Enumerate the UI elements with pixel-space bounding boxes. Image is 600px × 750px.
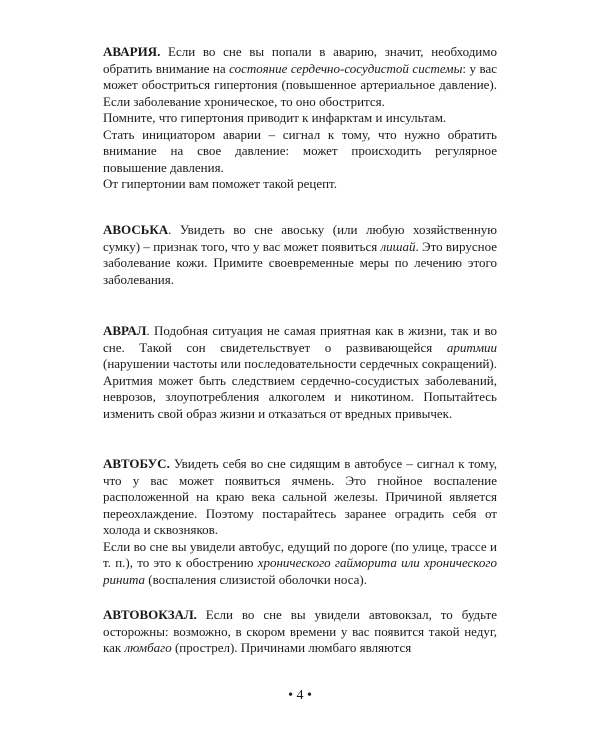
entry-text: Если во сне вы попали в аварию, значит, необходимо обратить внимание на: [103, 44, 497, 76]
emphasis-text: хронического гайморита или хронического ринита: [103, 555, 497, 587]
headword: АВАРИЯ.: [103, 44, 161, 59]
entry-text: . Увидеть во сне авоську (или любую хозяйственную сумку) – признак того, что у вас может появиться: [103, 222, 497, 254]
entry-text: : у вас может обостриться гипертония (повышенное артериальное давление). Если заболевание хроническое, то оно обострится.: [103, 60, 498, 109]
emphasis-text: люмбаго: [124, 640, 172, 655]
entry-avtobus-paragraph-2: [103, 539, 497, 589]
entry-text: Если во сне вы увидели автобус, едущий по дороге (по улице, трассе и т. п.), то это к обострению: [103, 538, 497, 570]
entry-avtovokzal-paragraph-1: [103, 607, 497, 657]
entry-avaria-paragraph-3: Стать инициатором аварии – сигнал к тому, что нужно обратить внимание на свое давление: может происходить регулярное повышение давления.: [103, 126, 497, 175]
entry-avaria-paragraph-4: От гипертонии вам поможет такой рецепт.: [103, 176, 338, 191]
headword: АВРАЛ: [103, 323, 147, 338]
entry-text: Если во сне вы увидели автовокзал, то будьте осторожны: возможно, в скором времени у вас появится такой недуг, как: [103, 607, 497, 655]
entry-avtobus: [103, 456, 497, 588]
entry-avral: [103, 323, 497, 422]
entry-text: (нарушении частоты или последовательности сердечных сокращений). Аритмия может быть следствием сердечно-сосудистых заболеваний, неврозов, злоупотребления алкоголем и никотином. Попытайтесь изменить свой образ жизни и отказаться от вредных привычек.: [103, 356, 497, 421]
entry-avaria-paragraph-2: Помните, что гипертония приводит к инфарктам и инсультам.: [103, 110, 447, 125]
headword: АВТОБУС.: [103, 456, 170, 471]
page-number: • 4 •: [288, 688, 312, 703]
entry-avtovokzal: [103, 607, 497, 657]
emphasis-text: лишай: [380, 238, 416, 254]
entry-text: Увидеть себя во сне сидящим в автобусе – сигнал к тому, что у вас может появиться ячмень. Это гнойное воспаление расположенной на краю века сальной железы. Причиной является переохлаждение. Поэтому постарайтесь заранее оградить себя от холода и сквозняков.: [103, 456, 497, 537]
entry-avaria: [103, 44, 497, 193]
entry-avoska: [103, 222, 497, 288]
entry-avral-paragraph-1: [103, 323, 497, 422]
entry-avaria-paragraph-1: [103, 44, 497, 110]
entry-avoska-paragraph-1: [103, 222, 497, 288]
headword: АВОСЬКА: [103, 222, 169, 237]
entry-avtobus-paragraph-1: [103, 456, 497, 539]
entry-text: . Это вирусное заболевание кожи. Примите своевременные меры по лечению этого заболевания.: [103, 238, 497, 287]
entry-text: . Подобная ситуация не самая приятная как в жизни, так и во сне. Такой сон свидетельствует о развивающейся: [103, 323, 497, 355]
emphasis-text: состояние сердечно-сосудистой системы: [229, 60, 463, 76]
entry-text: (прострел). Причинами люмбаго являются: [171, 640, 412, 655]
headword: АВТОВОКЗАЛ.: [103, 607, 197, 622]
entry-text: (воспаления слизистой оболочки носа).: [145, 571, 367, 587]
emphasis-text: аритмии: [446, 339, 497, 355]
